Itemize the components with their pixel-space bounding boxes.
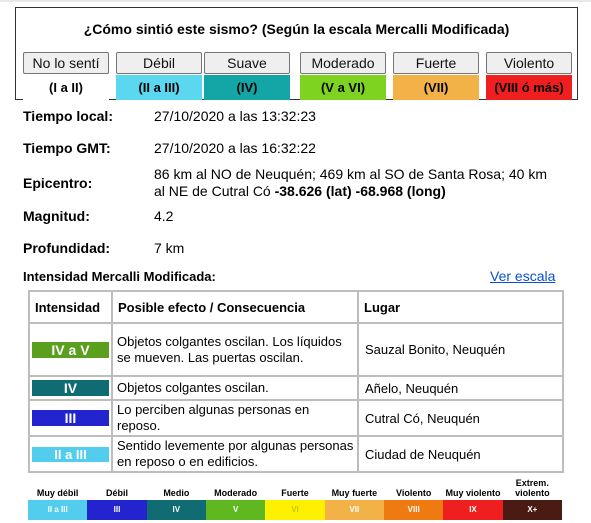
table-header-row [29, 291, 563, 323]
legend-item [443, 480, 502, 520]
moderate-button[interactable]: Moderado [300, 52, 386, 74]
intensity-legend [28, 480, 562, 520]
legend-item [265, 480, 324, 520]
legend-item [87, 480, 146, 520]
intensity-cell [29, 376, 112, 400]
legend-name: Moderado [214, 488, 258, 498]
legend-swatch: VI [265, 500, 324, 520]
magnitude-label: Magnitud: [23, 208, 90, 224]
legend-item [206, 480, 265, 520]
legend-swatch: IX [443, 500, 502, 520]
survey-level-5: (VII) [393, 75, 479, 100]
place-cell: Añelo, Neuquén [358, 376, 563, 400]
legend-swatch: VII [325, 500, 384, 520]
survey-level-4: (V a VI) [300, 75, 386, 100]
intensity-value: IV a V [51, 341, 90, 358]
legend-item [28, 480, 87, 520]
epicenter-text: 86 km al NO de Neuquén; 469 km al SO de Santa Rosa; 40 km al NE de Cutral Có [154, 166, 547, 199]
soft-button[interactable]: Suave [204, 52, 290, 74]
intensity-badge [32, 447, 109, 462]
epicenter-label: Epicentro: [23, 175, 93, 191]
survey-option-5 [393, 52, 479, 100]
place-cell: Ciudad de Neuquén [358, 436, 563, 472]
view-scale-link[interactable]: Ver escala [490, 268, 556, 284]
legend-swatch: II a III [28, 500, 87, 520]
legend-swatch: III [87, 500, 146, 520]
legend-name: Violento [395, 488, 432, 498]
intensity-cell [29, 323, 112, 376]
local-time-label: Tiempo local: [23, 108, 113, 124]
top-divider [0, 0, 591, 2]
felt-survey [15, 7, 578, 100]
legend-swatch: VIII [384, 500, 443, 520]
mercalli-title: Intensidad Mercalli Modificada: [23, 269, 216, 284]
intensity-badge [32, 410, 109, 426]
survey-question: ¿Cómo sintió este sismo? (Según la escala Mercalli Modificada) [83, 21, 510, 37]
local-time-value: 27/10/2020 a las 13:32:23 [154, 108, 316, 124]
survey-option-1 [23, 52, 109, 100]
effect-cell: Sentido levemente por algunas personas en reposo o en edificios. [112, 436, 358, 472]
legend-item [503, 480, 562, 520]
intensity-badge [32, 342, 109, 358]
place-cell: Sauzal Bonito, Neuquén [358, 323, 563, 376]
legend-swatch: V [206, 500, 265, 520]
intensity-value: III [64, 410, 77, 426]
header-effect: Posible efecto / Consecuencia [112, 291, 358, 323]
survey-option-6 [486, 52, 572, 100]
survey-option-3 [204, 52, 290, 100]
epicenter-value [154, 166, 559, 200]
legend-name: Débil [105, 488, 128, 498]
not-felt-button[interactable]: No lo sentí [23, 52, 109, 74]
legend-name: Medio [163, 488, 190, 498]
gmt-time-label: Tiempo GMT: [23, 140, 111, 156]
depth-value: 7 km [154, 240, 185, 256]
intensity-badge [32, 380, 109, 396]
effect-cell: Objetos colgantes oscilan. [112, 376, 358, 400]
effect-cell: Objetos colgantes oscilan. Los líquidos se mueven. Las puertas oscilan. [112, 323, 358, 376]
strong-button[interactable]: Fuerte [393, 52, 479, 74]
intensity-value: II a III [54, 446, 87, 462]
legend-item [147, 480, 206, 520]
magnitude-value: 4.2 [154, 208, 174, 224]
intensity-cell [29, 436, 112, 472]
survey-level-1: (I a II) [23, 75, 109, 100]
table-row [29, 376, 563, 400]
intensity-table [28, 290, 564, 473]
survey-level-3: (IV) [204, 75, 290, 100]
legend-item [384, 480, 443, 520]
legend-name: Muy fuerte [331, 488, 378, 498]
gmt-time-value: 27/10/2020 a las 16:32:22 [154, 140, 316, 156]
legend-name: Fuerte [281, 488, 309, 498]
place-cell: Cutral Có, Neuquén [358, 400, 563, 436]
intensity-value: IV [63, 380, 78, 396]
effect-cell: Lo perciben algunas personas en reposo. [112, 400, 358, 436]
epicenter-coordinates: -38.626 (lat) -68.968 (long) [274, 183, 446, 199]
header-intensity: Intensidad [29, 291, 112, 323]
survey-level-2: (II a III) [116, 75, 202, 100]
legend-swatch: IV [147, 500, 206, 520]
header-place: Lugar [358, 291, 563, 323]
legend-name: Muy débil [36, 488, 79, 498]
weak-button[interactable]: Débil [116, 52, 202, 74]
table-row [29, 323, 563, 376]
legend-name: Extrem. violento [515, 478, 550, 498]
legend-item [325, 480, 384, 520]
survey-option-4 [300, 52, 386, 100]
legend-swatch: X+ [503, 500, 562, 520]
depth-label: Profundidad: [23, 240, 111, 256]
survey-option-2 [116, 52, 202, 100]
violent-button[interactable]: Violento [486, 52, 572, 74]
legend-name: Muy violento [445, 488, 501, 498]
intensity-cell [29, 400, 112, 436]
survey-level-6: (VIII ó más) [486, 75, 572, 100]
table-row [29, 436, 563, 472]
table-row [29, 400, 563, 436]
